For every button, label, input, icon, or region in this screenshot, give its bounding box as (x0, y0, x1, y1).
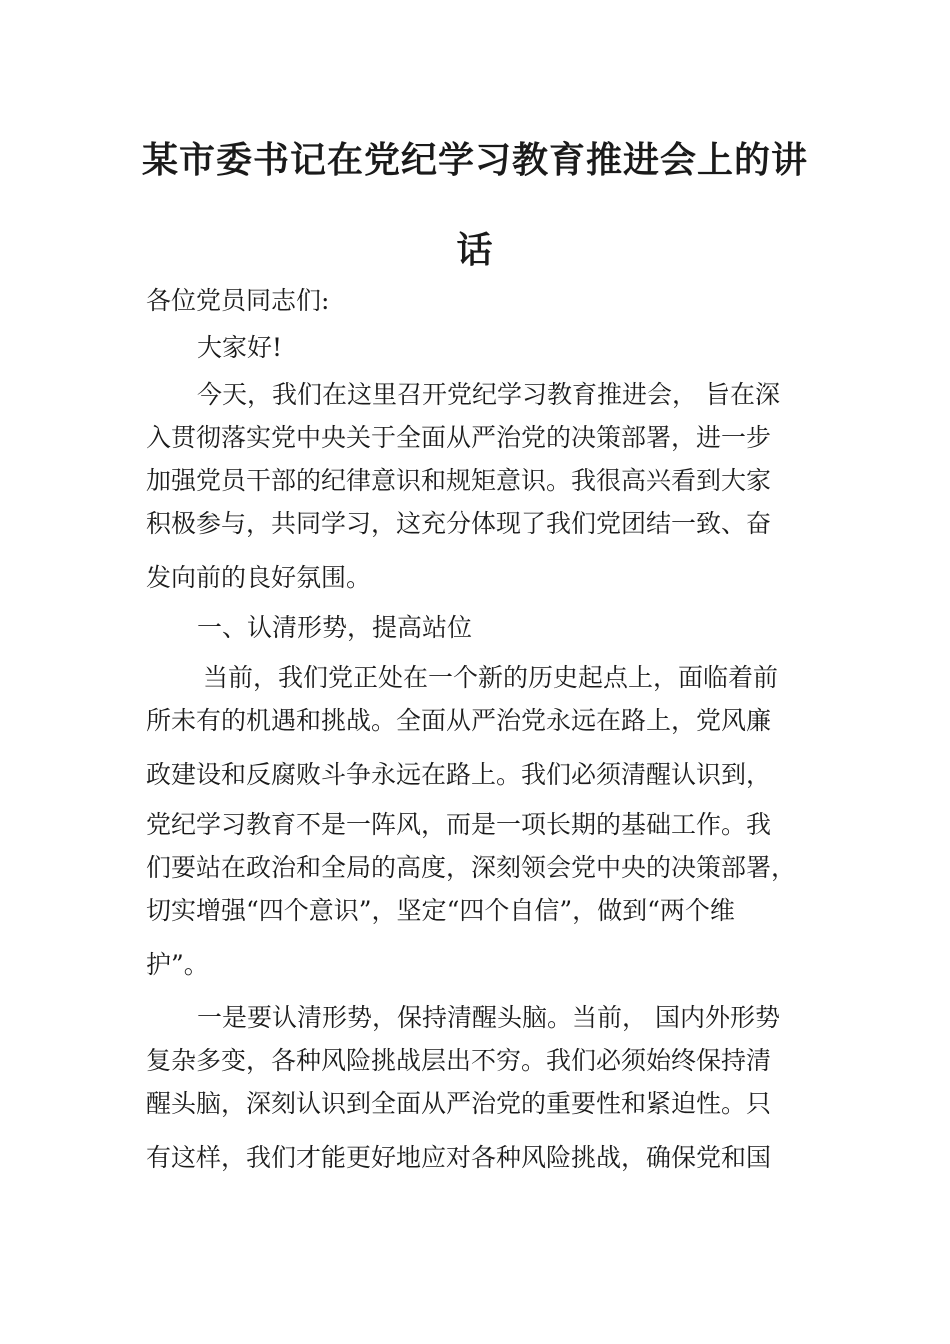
document-title-line-1: 某市委书记在党纪学习教育推进会上的讲 (141, 140, 808, 181)
paragraph-3-line-3: 醒头脑，深刻认识到全面从严治党的重要性和紧迫性。只 (146, 1089, 772, 1118)
paragraph-2-line-6: 切实增强“四个意识”，坚定“四个自信”，做到“两个维 (146, 896, 735, 925)
paragraph-2-line-5: 们要站在政治和全局的高度，深刻领会党中央的决策部署， (146, 853, 797, 882)
paragraph-1-line-5: 发向前的良好氛围。 (146, 563, 372, 592)
paragraph-2-line-4: 党纪学习教育不是一阵风，而是一项长期的基础工作。我 (146, 810, 772, 839)
paragraph-1-line-4: 积极参与，共同学习，这充分体现了我们党团结一致、奋 (146, 509, 772, 538)
document-title-line-2: 话 (456, 230, 494, 271)
paragraph-3-line-4: 有这样，我们才能更好地应对各种风险挑战，确保党和国 (146, 1143, 772, 1172)
paragraph-2-line-1: 当前，我们党正处在一个新的历史起点上，面临着前 (203, 663, 779, 692)
paragraph-1-line-1: 今天，我们在这里召开党纪学习教育推进会， 旨在深 (197, 380, 780, 409)
paragraph-3-line-1: 一是要认清形势，保持清醒头脑。当前， 国内外形势 (197, 1003, 780, 1032)
paragraph-2-line-7: 护”。 (146, 950, 209, 979)
paragraph-2-line-2: 所未有的机遇和挑战。全面从严治党永远在路上，党风廉 (146, 706, 772, 735)
paragraph-2-line-3: 政建设和反腐败斗争永远在路上。我们必须清醒认识到， (146, 760, 772, 789)
salutation: 各位党员同志们: (146, 286, 330, 315)
section-heading-1: 一、认清形势，提高站位 (197, 613, 473, 642)
paragraph-1-line-2: 入贯彻落实党中央关于全面从严治党的决策部署，进一步 (146, 423, 772, 452)
greeting: 大家好! (197, 333, 283, 362)
paragraph-1-line-3: 加强党员干部的纪律意识和规矩意识。我很高兴看到大家 (146, 466, 772, 495)
paragraph-3-line-2: 复杂多变，各种风险挑战层出不穷。我们必须始终保持清 (146, 1046, 772, 1075)
